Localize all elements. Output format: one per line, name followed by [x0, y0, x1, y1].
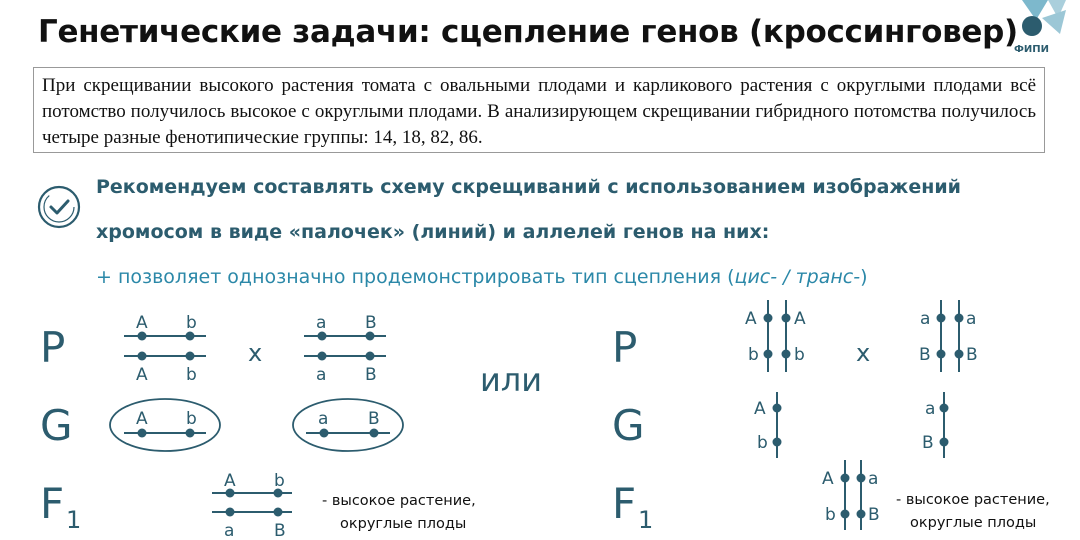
allele-label: b: [274, 471, 285, 491]
allele-label: b: [186, 409, 197, 429]
allele-label: A: [224, 471, 236, 491]
row-label-p: P: [40, 323, 66, 372]
allele-label: a: [316, 313, 327, 333]
allele-label: A: [136, 409, 148, 429]
task-text: При скрещивании высокого растения томата с овальными плодами и карликового растения с округлыми плодами всё потомство получилось высокое с округлыми плодами. В анализирующем скрещивании гибридного потомства получилось четыре разные фенотипические группы: 14, 18, 82, 86.: [33, 67, 1045, 153]
allele-label: a: [925, 399, 936, 419]
allele-label: b: [757, 433, 768, 453]
row-label-f1: F: [40, 479, 65, 528]
allele-label: b: [186, 365, 197, 385]
f1-description-line-2: округлые плоды: [340, 516, 467, 532]
page-title: Генетические задачи: сцепление генов (кроссинговер): [38, 14, 1018, 50]
allele-label: B: [365, 313, 377, 333]
recommendation-line-2: хромосом в виде «палочек» (линий) и аллелей генов на них:: [96, 221, 770, 243]
allele-label: a: [316, 365, 327, 385]
cross-symbol-left: x: [248, 339, 263, 367]
allele-label: A: [745, 309, 757, 329]
row-label-f1-subscript-alt: 1: [638, 506, 654, 534]
recommendation-line-1: Рекомендуем составлять схему скрещиваний с использованием изображений: [96, 176, 961, 198]
row-label-f1-alt: F: [612, 479, 637, 528]
allele-label: b: [186, 313, 197, 333]
allele-label: B: [368, 409, 380, 429]
row-label-g-alt: G: [612, 401, 645, 450]
allele-label: B: [274, 521, 286, 540]
row-label-g: G: [40, 401, 73, 450]
allele-label: B: [966, 345, 978, 365]
allele-label: A: [136, 365, 148, 385]
allele-label: A: [136, 313, 148, 333]
cross-symbol-right: x: [856, 339, 871, 367]
allele-label: B: [922, 433, 934, 453]
allele-label: b: [825, 505, 836, 525]
allele-label: b: [748, 345, 759, 365]
allele-label: A: [754, 399, 766, 419]
allele-label: B: [919, 345, 931, 365]
f1-description-line-1: - высокое растение,: [322, 493, 476, 509]
allele-label: b: [794, 345, 805, 365]
or-word: или: [480, 361, 543, 399]
advantage-note: + позволяет однозначно продемонстрировать тип сцепления (цис- / транс-): [96, 266, 868, 288]
allele-label: A: [794, 309, 806, 329]
f1-description-line-2-alt: округлые плоды: [910, 515, 1037, 531]
allele-label: B: [365, 365, 377, 385]
row-label-f1-subscript: 1: [66, 506, 82, 534]
row-label-p-alt: P: [612, 323, 638, 372]
allele-label: B: [868, 505, 880, 525]
allele-label: A: [822, 469, 834, 489]
allele-label: a: [318, 409, 329, 429]
allele-label: a: [966, 309, 977, 329]
logo-label: ФИПИ: [1014, 44, 1050, 55]
allele-label: a: [920, 309, 931, 329]
allele-label: a: [868, 469, 879, 489]
allele-label: a: [224, 521, 235, 540]
f1-description-line-1-alt: - высокое растение,: [896, 492, 1050, 508]
